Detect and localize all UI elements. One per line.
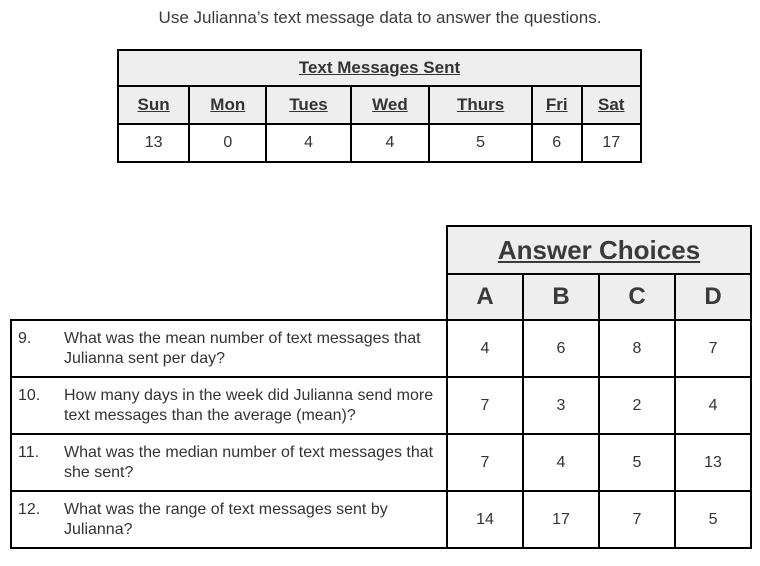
choice-letter: D [675,274,751,320]
question-text: What was the median number of text messages that she sent? [64,443,434,481]
question-cell [11,491,447,548]
day-value: 0 [189,124,266,162]
day-header: Wed [351,86,429,124]
choice-letter: A [447,274,523,320]
question-row [11,491,751,548]
question-text: What was the range of text messages sent by Julianna? [64,500,388,538]
choice-cell: 5 [675,491,751,548]
choice-cell: 4 [523,434,599,491]
answer-choices-table [10,225,752,549]
question-row [11,320,751,377]
choice-cell: 7 [675,320,751,377]
day-value: 5 [429,124,532,162]
day-header: Fri [532,86,582,124]
choice-cell: 13 [675,434,751,491]
answer-choices-title: Answer Choices [447,226,751,274]
day-value: 4 [351,124,429,162]
day-header: Sun [118,86,189,124]
choice-cell: 17 [523,491,599,548]
choice-cell: 4 [675,377,751,434]
day-value: 6 [532,124,582,162]
blank-cell [11,226,447,274]
choice-letter: C [599,274,675,320]
day-value: 17 [582,124,641,162]
instructions-text: Use Julianna’s text message data to answer the questions. [158,8,602,27]
choice-cell: 7 [599,491,675,548]
day-value: 13 [118,124,189,162]
day-header: Sat [582,86,641,124]
choice-cell: 2 [599,377,675,434]
choice-cell: 5 [599,434,675,491]
choice-cell: 7 [447,434,523,491]
day-value: 4 [266,124,350,162]
question-row [11,377,751,434]
question-number: 10. [18,386,41,404]
question-cell [11,377,447,434]
choice-cell: 14 [447,491,523,548]
blank-cell [11,274,447,320]
question-number: 12. [18,500,41,518]
question-number: 11. [18,443,40,461]
text-messages-table [117,49,642,163]
choice-cell: 3 [523,377,599,434]
choice-letter: B [523,274,599,320]
question-text: How many days in the week did Julianna send more text messages than the average (mean)? [64,386,434,424]
question-row [11,434,751,491]
day-header: Mon [189,86,266,124]
question-cell [11,434,447,491]
choice-cell: 7 [447,377,523,434]
question-text: What was the mean number of text messages that Julianna sent per day? [64,329,421,367]
table-title: Text Messages Sent [118,50,641,86]
choice-cell: 4 [447,320,523,377]
day-header: Tues [266,86,350,124]
question-number: 9. [18,329,32,347]
question-cell [11,320,447,377]
choice-cell: 8 [599,320,675,377]
choice-cell: 6 [523,320,599,377]
day-header: Thurs [429,86,532,124]
